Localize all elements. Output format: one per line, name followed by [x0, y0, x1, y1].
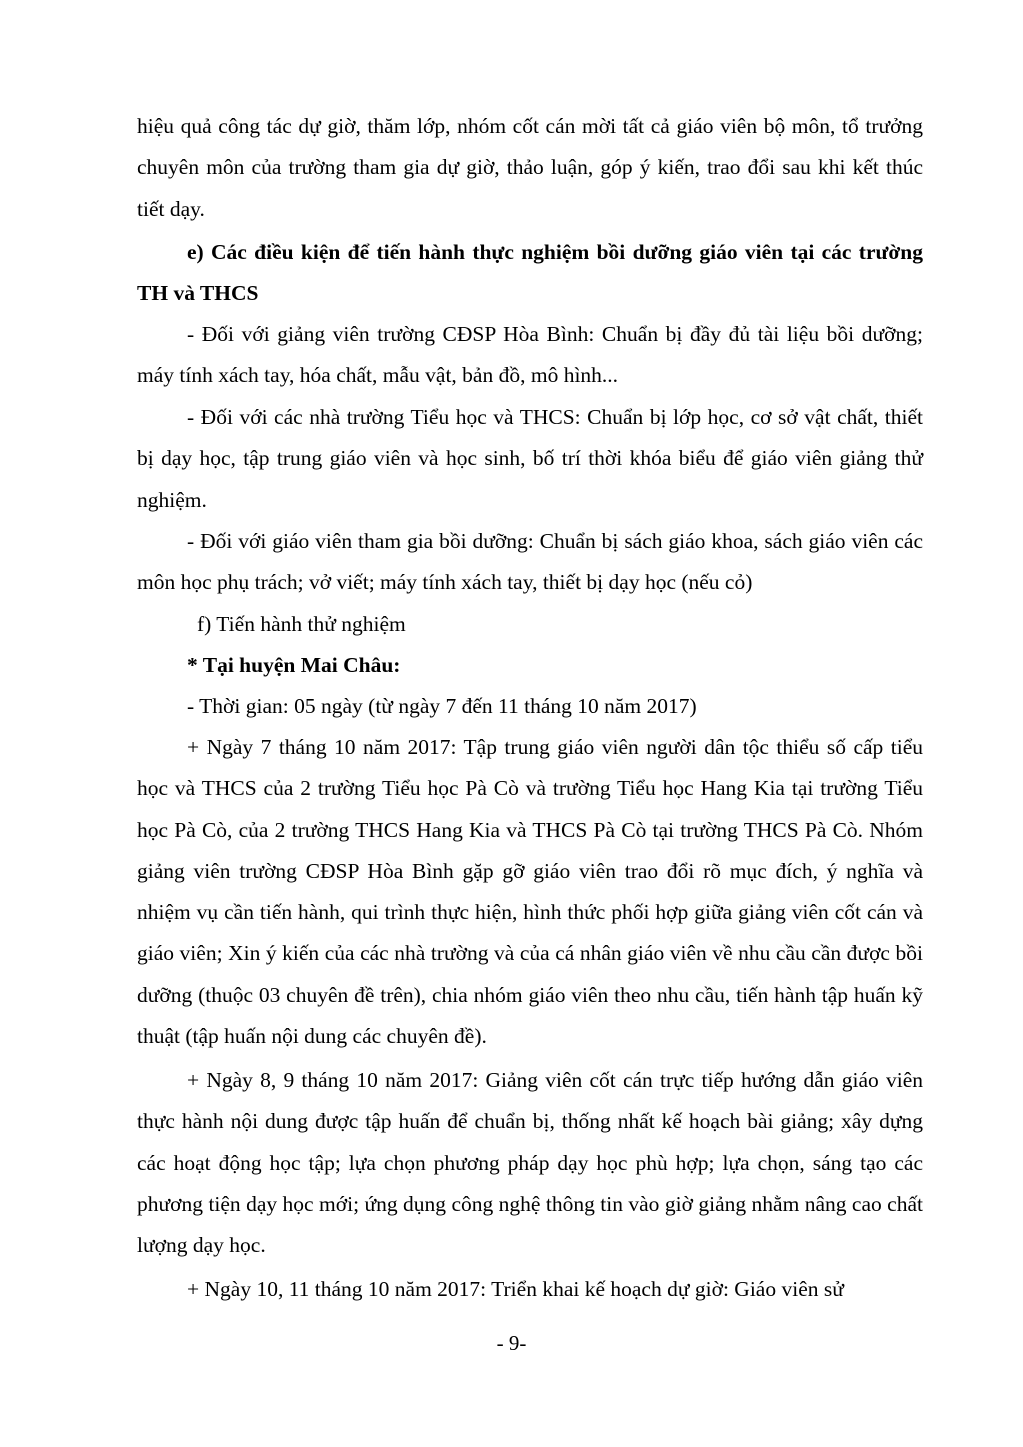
paragraph-continuation: hiệu quả công tác dự giờ, thăm lớp, nhóm cốt cán mời tất cả giáo viên bộ môn, tổ trưởng chuyên môn của trường tham gia dự giờ, thảo luận, góp ý kiến, trao đổi sau khi kết thúc tiết dạy.: [137, 114, 923, 221]
paragraph-lecturers: - Đối với giảng viên trường CĐSP Hòa Bình: Chuẩn bị đầy đủ tài liệu bồi dưỡng; máy tính xách tay, hóa chất, mẫu vật, bản đồ, mô hình...: [137, 322, 923, 388]
paragraph-teachers: - Đối với giáo viên tham gia bồi dưỡng: Chuẩn bị sách giáo khoa, sách giáo viên các môn học phụ trách; vở viết; máy tính xách tay, thiết bị dạy học (nếu cỏ): [137, 529, 923, 595]
paragraph-day-8-9: + Ngày 8, 9 tháng 10 năm 2017: Giảng viên cốt cán trực tiếp hướng dẫn giáo viên thực hành nội dung được tập huấn để chuẩn bị, thống nhất kế hoạch bài giảng; xây dựng các hoạt động học tập; lựa chọn phương pháp dạy học phù hợp; lựa chọn, sáng tạo các phương tiện dạy học mới; ứng dụng công nghệ thông tin vào giờ giảng nhằm nâng cao chất lượng dạy học.: [137, 1068, 923, 1258]
paragraph-day-10-11: + Ngày 10, 11 tháng 10 năm 2017: Triển khai kế hoạch dự giờ: Giáo viên sử: [187, 1277, 844, 1301]
location-heading: * Tại huyện Mai Châu:: [187, 653, 401, 677]
time-text: Thời gian: 05 ngày (từ ngày 7 đến 11 tháng 10 năm 2017): [199, 694, 697, 718]
time-line: [187, 686, 697, 727]
dash-bullet: -: [187, 694, 200, 718]
section-heading-f: f) Tiến hành thử nghiệm: [197, 612, 406, 636]
section-heading-e: e) Các điều kiện để tiến hành thực nghiệm bồi dưỡng giáo viên tại các trường TH và THCS: [137, 240, 923, 306]
page-number: - 9-: [496, 1331, 527, 1355]
paragraph-day-7: + Ngày 7 tháng 10 năm 2017: Tập trung giáo viên người dân tộc thiểu số cấp tiểu học và THCS của 2 trường Tiểu học Pà Cò và trường Tiểu học Hang Kia tại trường Tiểu học Pà Cò, của 2 trường THCS Hang Kia và THCS Pà Cò tại trường THCS Pà Cò. Nhóm giảng viên trường CĐSP Hòa Bình gặp gỡ giáo viên trao đổi rõ mục đích, ý nghĩa và nhiệm vụ cần tiến hành, qui trình thực hiện, hình thức phối hợp giữa giảng viên cốt cán và giáo viên; Xin ý kiến của các nhà trường và của cá nhân giáo viên về nhu cầu cần được bồi dưỡng (thuộc 03 chuyên đề trên), chia nhóm giáo viên theo nhu cầu, tiến hành tập huấn kỹ thuật (tập huấn nội dung các chuyên đề).: [137, 735, 923, 1049]
paragraph-schools: - Đối với các nhà trường Tiểu học và THCS: Chuẩn bị lớp học, cơ sở vật chất, thiết bị dạy học, tập trung giáo viên và học sinh, bố trí thời khóa biểu để giáo viên giảng thử nghiệm.: [137, 405, 923, 512]
